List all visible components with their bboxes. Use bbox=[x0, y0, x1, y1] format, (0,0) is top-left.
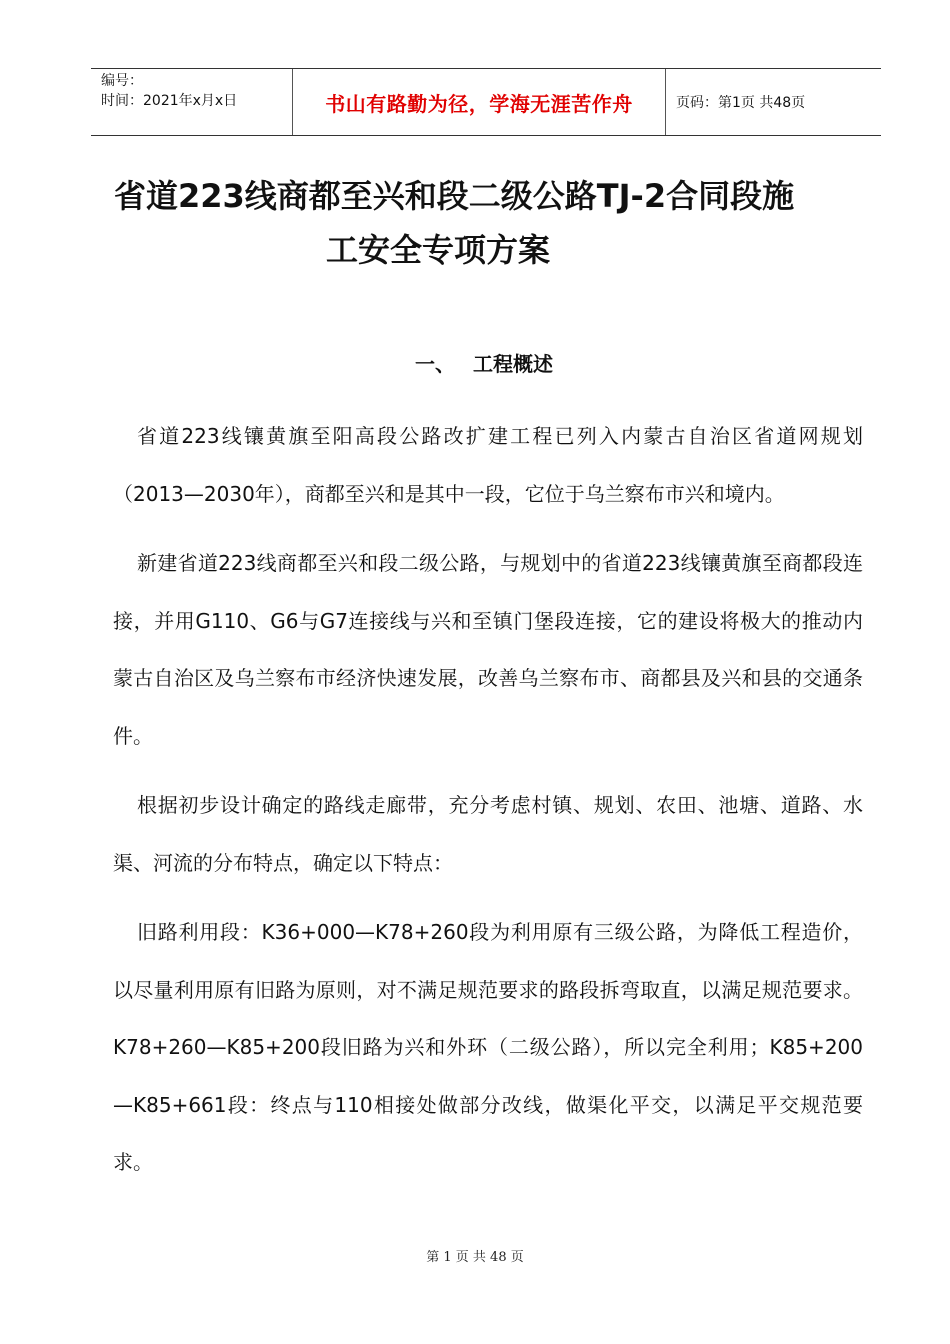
page-info: 页码：第1页 共48页 bbox=[676, 95, 806, 111]
paragraph: 根据初步设计确定的路线走廊带，充分考虑村镇、规划、农田、池塘、道路、水渠、河流的分布特点，确定以下特点： bbox=[113, 793, 863, 875]
document-body bbox=[113, 408, 863, 1204]
time-label: 时间：2021年x月x日 bbox=[101, 93, 238, 109]
section-heading bbox=[415, 348, 553, 377]
page-header bbox=[91, 68, 881, 136]
paragraph: 旧路利用段：K36+000—K78+260段为利用原有三级公路，为降低工程造价，以尽量利用原有旧路为原则，对不满足规范要求的路段拆弯取直，以满足规范要求。K78+260—K85+200段旧路为兴和外环（二级公路），所以完全利用；K85+200—K85+661段：终点与110相接处做部分改线，做渠化平交，以满足平交规范要求。 bbox=[113, 920, 863, 1174]
footer-page-number: 第 1 页 共 48 页 bbox=[426, 1250, 524, 1265]
paragraph: 省道223线镶黄旗至阳高段公路改扩建工程已列入内蒙古自治区省道网规划（2013—2030年），商都至兴和是其中一段，它位于乌兰察布市兴和境内。 bbox=[113, 424, 863, 506]
title-line-2: 工安全专项方案 bbox=[326, 231, 551, 269]
paragraph: 新建省道223线商都至兴和段二级公路，与规划中的省道223线镶黄旗至商都段连接，并用G110、G6与G7连接线与兴和至镇门堡段连接，它的建设将极大的推动内蒙古自治区及乌兰察布市经济快速发展，改善乌兰察布市、商都县及兴和县的交通条件。 bbox=[113, 551, 863, 748]
header-meta bbox=[91, 69, 293, 135]
motto-text: 书山有路勤为径，学海无涯苦作舟 bbox=[325, 91, 633, 116]
section-title: 工程概述 bbox=[473, 352, 553, 376]
title-line-1: 省道223线商都至兴和段二级公路TJ-2合同段施 bbox=[114, 177, 795, 215]
page-footer bbox=[0, 1246, 950, 1265]
section-number: 一、 bbox=[415, 352, 455, 376]
header-page-cell bbox=[666, 69, 881, 135]
number-label: 编号： bbox=[101, 73, 143, 89]
header-motto-cell bbox=[293, 69, 666, 135]
